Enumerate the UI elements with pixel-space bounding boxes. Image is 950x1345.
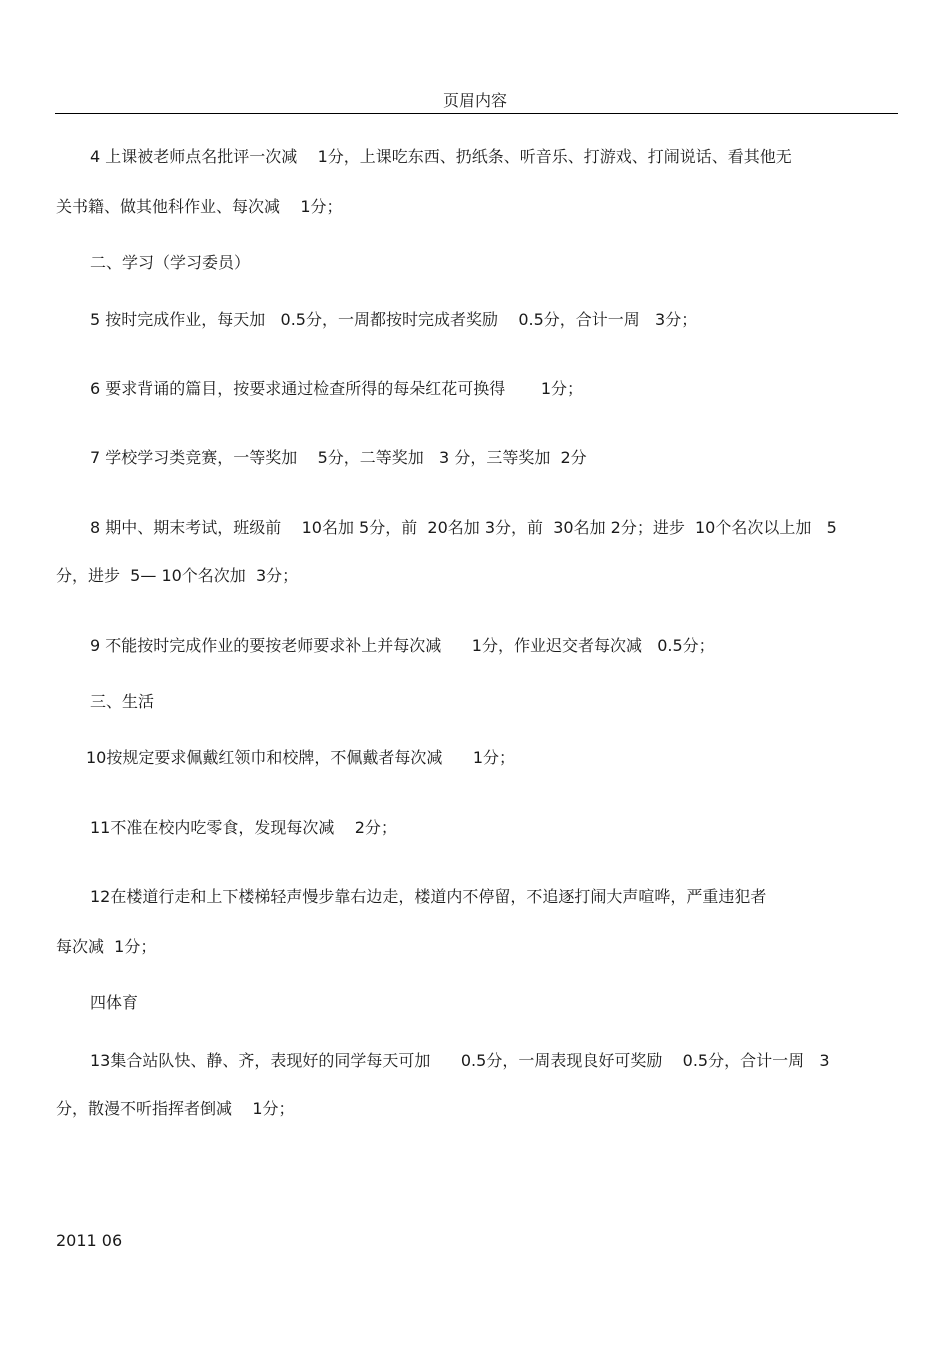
document-date: 2011 06 [56, 1231, 123, 1250]
rule-8-line-1: 8 期中、期末考试，班级前 10名加 5分，前 20名加 3分，前 30名加 2分；进步 10个名次以上加 5 [90, 518, 837, 537]
rule-12-line-2: 每次减 1分； [56, 937, 157, 956]
page-header: 页眉内容 [442, 91, 507, 110]
rule-9: 9 不能按时完成作业的要按老师要求补上并每次减 1分，作业迟交者每次减 0.5分； [90, 636, 715, 655]
rule-4-line-2: 关书籍、做其他科作业、每次减 1分； [56, 197, 343, 216]
section-heading-pe: 四体育 [90, 993, 139, 1012]
rule-12-line-1: 12在楼道行走和上下楼梯轻声慢步靠右边走，楼道内不停留，不追逐打闹大声喧哗，严重违犯者 [90, 887, 767, 906]
rule-7: 7 学校学习类竞赛，一等奖加 5分，二等奖加 3 分，三等奖加 2分 [90, 448, 587, 467]
section-heading-study: 二、学习（学习委员） [90, 253, 251, 272]
header-divider [55, 113, 898, 114]
rule-13-line-1: 13集合站队快、静、齐，表现好的同学每天可加 0.5分，一周表现良好可奖励 0.5分，合计一周 3 [90, 1051, 830, 1070]
rule-6: 6 要求背诵的篇目，按要求通过检查所得的每朵红花可换得 1分； [90, 379, 584, 398]
rule-4-line-1: 4 上课被老师点名批评一次减 1分，上课吃东西、扔纸条、听音乐、打游戏、打闹说话、看其他无 [90, 147, 792, 166]
rule-11: 11不准在校内吃零食，发现每次减 2分； [90, 818, 397, 837]
rule-10: 10按规定要求佩戴红领巾和校牌，不佩戴者每次减 1分； [86, 748, 516, 767]
rule-8-line-2: 分，进步 5— 10个名次加 3分； [56, 566, 299, 585]
section-heading-life: 三、生活 [90, 692, 155, 711]
rule-13-line-2: 分，散漫不听指挥者倒减 1分； [56, 1099, 295, 1118]
rule-5: 5 按时完成作业，每天加 0.5分，一周都按时完成者奖励 0.5分，合计一周 3分； [90, 310, 698, 329]
